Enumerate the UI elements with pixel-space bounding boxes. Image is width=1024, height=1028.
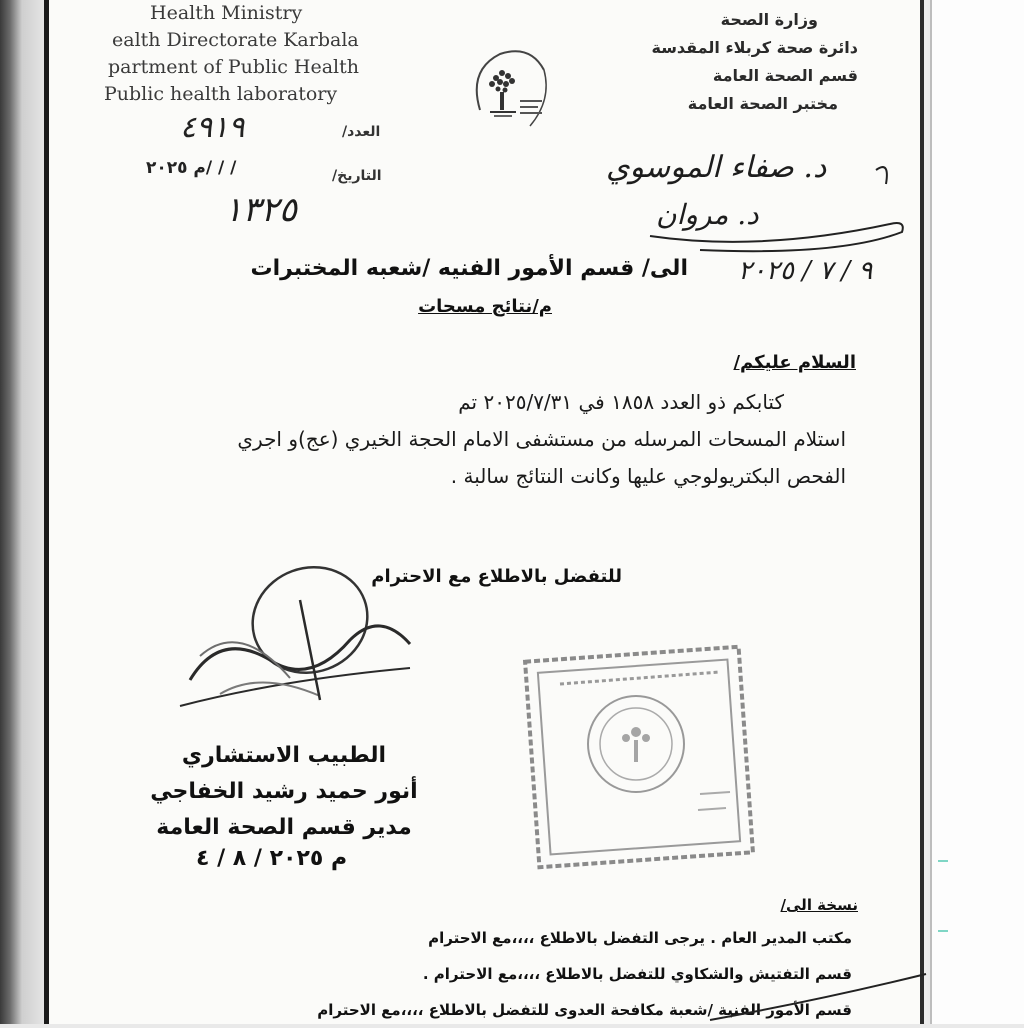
- cc-item: مكتب المدير العام . يرجى التفضل بالاطلاع ،،،،مع الاحترام: [428, 929, 852, 947]
- letterhead-line: ealth Directorate Karbala: [112, 29, 359, 51]
- greeting: السلام عليكم/: [733, 352, 856, 373]
- letterhead-line: دائرة صحة كربلاء المقدسة: [651, 38, 858, 57]
- letterhead-line: Health Ministry: [150, 2, 303, 24]
- signatory-name: أنور حميد رشيد الخفاجي: [150, 779, 418, 804]
- signatory-block: [128, 738, 440, 846]
- sheet-mark: [938, 930, 948, 932]
- ref-label: العدد/: [342, 124, 381, 140]
- body-line: استلام المسحات المرسله من مستشفى الامام الحجة الخيري (عج)و اجري: [237, 427, 846, 451]
- date-label: التاريخ/: [332, 168, 382, 184]
- arabic-letterhead: [600, 6, 858, 118]
- signature-stamp: [160, 560, 440, 740]
- signatory-title: الطبيب الاستشاري: [181, 743, 387, 768]
- letter-body: [150, 384, 846, 495]
- handwritten-incoming-number: ١٣٢٥: [224, 190, 298, 230]
- date-value: م ٢٠٢٥/ / /: [146, 158, 237, 178]
- recipient-line: الى/ قسم الأمور الفنيه /شعبه المختبرات: [250, 256, 688, 281]
- letterhead-line: قسم الصحة العامة: [712, 66, 858, 85]
- body-line: الفحص البكتريولوجي عليها وكانت النتائج سالبة .: [450, 464, 846, 488]
- cc-item: قسم التفتيش والشكاوي للتفضل بالاطلاع ،،،،مع الاحترام .: [422, 965, 852, 983]
- ministry-logo: [460, 40, 556, 144]
- letterhead-line: partment of Public Health: [108, 56, 359, 78]
- handwritten-date: ٩ / ٧ / ٢٠٢٥: [738, 256, 873, 286]
- body-line: كتابكم ذو العدد ١٨٥٨ في ٢٠٢٥/٧/٣١ تم: [458, 390, 784, 414]
- handwritten-strokes: [640, 160, 920, 270]
- sheet-mark: [938, 860, 948, 862]
- subject-line: م/نتائج مسحات: [418, 296, 552, 317]
- back-sheet: [930, 0, 1024, 1024]
- handwritten-note: د. صفاء الموسوي: [606, 150, 827, 185]
- letterhead-line: مختبر الصحة العامة: [687, 94, 838, 113]
- letterhead-line: وزارة الصحة: [720, 10, 818, 29]
- cc-item: قسم الأمور الفنية /شعبة مكافحة العدوى للتفضل بالاطلاع ،،،،مع الاحترام: [317, 1001, 852, 1019]
- cc-label: نسخة الى/: [780, 896, 858, 914]
- handwritten-note: د. مروان: [656, 198, 759, 231]
- handwritten-strike: [700, 970, 930, 1024]
- signatory-position: مدير قسم الصحة العامة: [156, 815, 412, 840]
- official-seal-stamp: [520, 624, 770, 874]
- letterhead-line: Public health laboratory: [104, 83, 338, 105]
- signature-date: م ٢٠٢٥ / ٨ / ٤: [196, 846, 348, 871]
- ref-number-handwritten: ٤٩١٩: [180, 110, 245, 145]
- closing-line: للتفضل بالاطلاع مع الاحترام: [371, 566, 622, 587]
- english-letterhead: [104, 0, 404, 108]
